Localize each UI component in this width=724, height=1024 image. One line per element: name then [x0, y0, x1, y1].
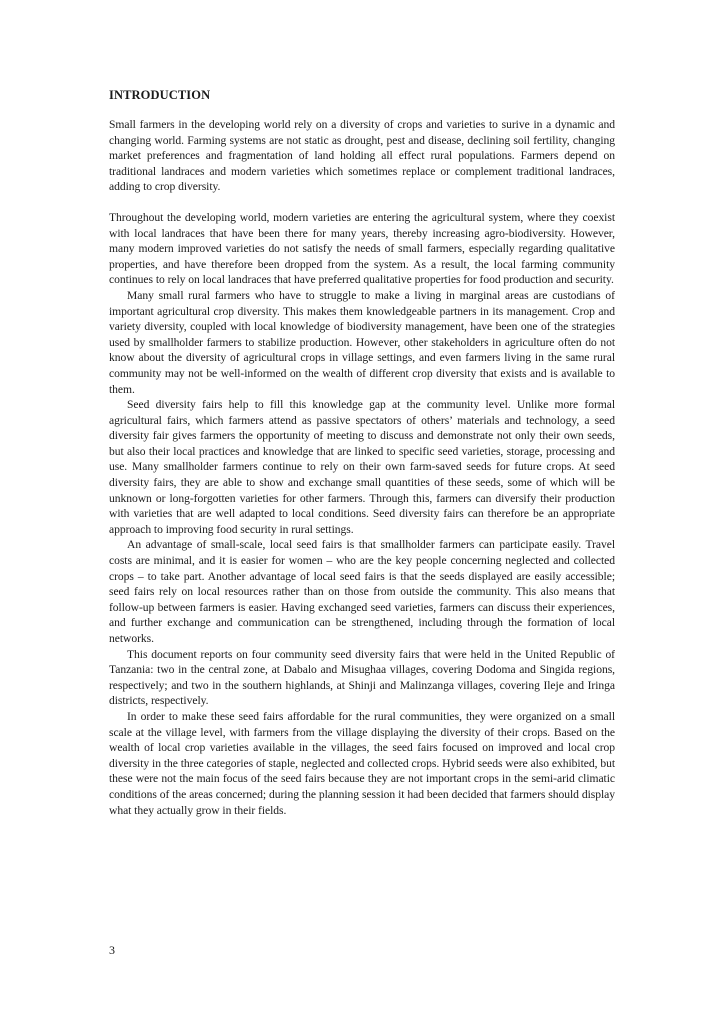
section-heading: INTRODUCTION [109, 88, 211, 102]
paragraph-seed-diversity-fairs: Seed diversity fairs help to fill this knowledge gap at the community level. Unlike more formal agricultural fairs, which farmers attend as passive spectators of others’ materials and technology, a seed diversity fair gives farmers the opportunity of meeting to discuss and demonstrate not only their own seeds, but also their local practices and knowledge that are linked to specific seed varieties, storage, processing and use. Many smallholder farmers continue to rely on their own farm-saved seeds for future crops. At seed diversity fairs, they are able to show and exchange small quantities of these seeds, some of which will be unknown or long-forgotten varieties for other farmers. Through this, farmers can diversify their production with varieties that are well adapted to local conditions. Seed diversity fairs can therefore be an appropriate approach to improving food security in rural settings. [109, 398, 615, 536]
page-number: 3 [109, 943, 115, 957]
paragraph-custodians: Many small rural farmers who have to struggle to make a living in marginal areas are custodians of important agricultural crop diversity. This makes them knowledgeable partners in its management. Crop and variety diversity, coupled with local knowledge of biodiversity management, have been one of the strategies used by smallholder farmers to stabilize production. However, other stakeholders in agriculture often do not know about the diversity of agricultural crops in village settings, and even farmers living in the same rural community may not be well-informed on the wealth of different crop diversity that exists and is available to them. [109, 288, 615, 396]
paragraph-small-farmers: Small farmers in the developing world rely on a diversity of crops and varieties to surive in a dynamic and changing world. Farming systems are not static as drought, pest and disease, declining soil fertility, changing market preferences and fragmentation of land holding all effect rural populations. Farmers depend on traditional landraces and modern varieties which sometimes replace or complement traditional landraces, adding to crop diversity. [109, 118, 615, 194]
paragraph-modern-varieties: Throughout the developing world, modern varieties are entering the agricultural system, where they coexist with local landraces that have been there for many years, thereby increasing agro-biodiversity. However, many modern improved varieties do not satisfy the needs of small farmers, especially regarding qualitative properties, and have therefore been dropped from the system. As a result, the local farming community continues to rely on local landraces that have preferred qualitative properties for food production and security. [109, 210, 615, 287]
document-page [109, 86, 615, 818]
paragraph-tanzania-fairs: This document reports on four community seed diversity fairs that were held in the United Republic of Tanzania: two in the central zone, at Dabalo and Misughaa villages, covering Dodoma and Singida regions, respectively; and two in the southern highlands, at Shinji and Malinzanga villages, covering Ileje and Iringa districts, respectively. [109, 647, 615, 708]
paragraph-organization: In order to make these seed fairs affordable for the rural communities, they were organized on a small scale at the village level, with farmers from the village displaying the diversity of their crops. Based on the wealth of local crop varieties available in the villages, the seed fairs focused on improved and local crop diversity in the three categories of staple, neglected and collected crops. Hybrid seeds were also exhibited, but these were not the main focus of the seed fairs because they are not important crops in the semi-arid climatic conditions of the areas concerned; during the planning session it had been decided that farmers should display what they actually grow in their fields. [109, 709, 615, 817]
paragraph-advantages: An advantage of small-scale, local seed fairs is that smallholder farmers can participate easily. Travel costs are minimal, and it is easier for women – who are the key people concerning neglected and collected crops – to take part. Another advantage of local seed fairs is that the seeds displayed are easily accessible; seed fairs rely on local resources rather than on those from outside the community. This also means that follow-up between farmers is easier. Having exchanged seed varieties, farmers can discuss their experiences, and further exchange and communication can be strengthened, including through the formation of local networks. [109, 538, 615, 645]
